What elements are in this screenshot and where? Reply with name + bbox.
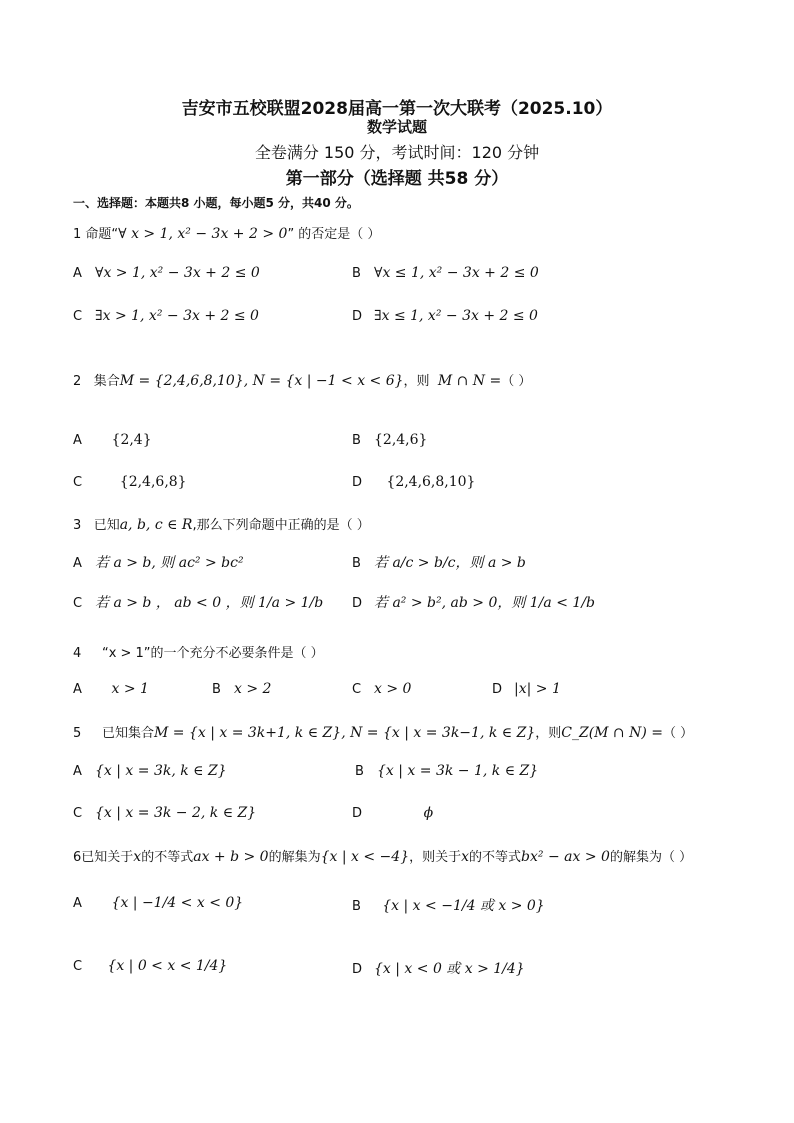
q4-option-b[interactable]: B x > 2: [212, 681, 272, 697]
question-3: 3 已知a, b, c ∈ R,那么下列命题中正确的是（ ）: [73, 517, 370, 533]
q5-option-a[interactable]: A {x | x = 3k, k ∈ Z}: [73, 763, 227, 779]
q6-option-b[interactable]: B {x | x < −1/4 或 x > 0}: [352, 898, 545, 914]
exam-subject: 数学试题: [366, 118, 427, 136]
q2-option-a[interactable]: A {2,4}: [73, 432, 152, 448]
question-6: 6已知关于x的不等式ax + b > 0的解集为{x | x < −4}，则关于x的不等式bx² − ax > 0的解集为（ ）: [73, 849, 693, 865]
q3-option-c[interactable]: C 若 a > b ， ab < 0 ，则 1/a > 1/b: [73, 595, 324, 611]
q2-option-d[interactable]: D {2,4,6,8,10}: [352, 474, 476, 490]
q3-option-d[interactable]: D 若 a² > b², ab > 0，则 1/a < 1/b: [352, 595, 595, 611]
q6-option-d[interactable]: D {x | x < 0 或 x > 1/4}: [352, 961, 525, 977]
question-1-expr: ∀ x > 1, x² − 3x + 2 > 0: [118, 226, 288, 242]
q2-option-c[interactable]: C {2,4,6,8}: [73, 474, 187, 490]
q1-option-a[interactable]: A ∀x > 1, x² − 3x + 2 ≤ 0: [73, 265, 260, 281]
exam-info: 全卷满分 150 分，考试时间：120 分钟: [254, 143, 540, 162]
part-heading: 第一部分（选择题 共58 分）: [285, 169, 509, 189]
question-2: 2 集合M = {2,4,6,8,10}, N = {x | −1 < x < 6}，则 M ∩ N =（ ）: [73, 373, 532, 389]
q3-option-a[interactable]: A 若 a > b, 则 ac² > bc²: [73, 555, 244, 571]
question-5: 5 已知集合M = {x | x = 3k+1, k ∈ Z}, N = {x | x = 3k−1, k ∈ Z}，则C_Z(M ∩ N) =（ ）: [73, 725, 694, 741]
q5-option-c[interactable]: C {x | x = 3k − 2, k ∈ Z}: [73, 805, 257, 821]
q5-option-d[interactable]: D ϕ: [352, 805, 434, 821]
q4-option-c[interactable]: C x > 0: [352, 681, 412, 697]
q1-option-c[interactable]: C ∃x > 1, x² − 3x + 2 ≤ 0: [73, 308, 259, 324]
q1-option-b[interactable]: B ∀x ≤ 1, x² − 3x + 2 ≤ 0: [352, 265, 539, 281]
exam-title: 吉安市五校联盟2028届高一第一次大联考（2025.10）: [181, 99, 613, 119]
q4-option-d[interactable]: D |x| > 1: [492, 681, 561, 697]
question-number: 1: [73, 227, 82, 242]
q5-option-b[interactable]: B {x | x = 3k − 1, k ∈ Z}: [355, 763, 539, 779]
q6-option-c[interactable]: C {x | 0 < x < 1/4}: [73, 958, 228, 974]
section-heading: 一、选择题：本题共8 小题，每小题5 分，共40 分。: [73, 196, 359, 210]
q4-option-a[interactable]: A x > 1: [73, 681, 149, 697]
q1-option-d[interactable]: D ∃x ≤ 1, x² − 3x + 2 ≤ 0: [352, 308, 538, 324]
q6-option-a[interactable]: A {x | −1/4 < x < 0}: [73, 895, 244, 911]
question-4: 4 “x > 1”的一个充分不必要条件是（ ）: [73, 646, 324, 661]
q2-option-b[interactable]: B {2,4,6}: [352, 432, 428, 448]
q3-option-b[interactable]: B 若 a/c > b/c，则 a > b: [352, 555, 526, 571]
question-1: 1 命题“∀ x > 1, x² − 3x + 2 > 0” 的否定是（ ）: [73, 226, 381, 242]
